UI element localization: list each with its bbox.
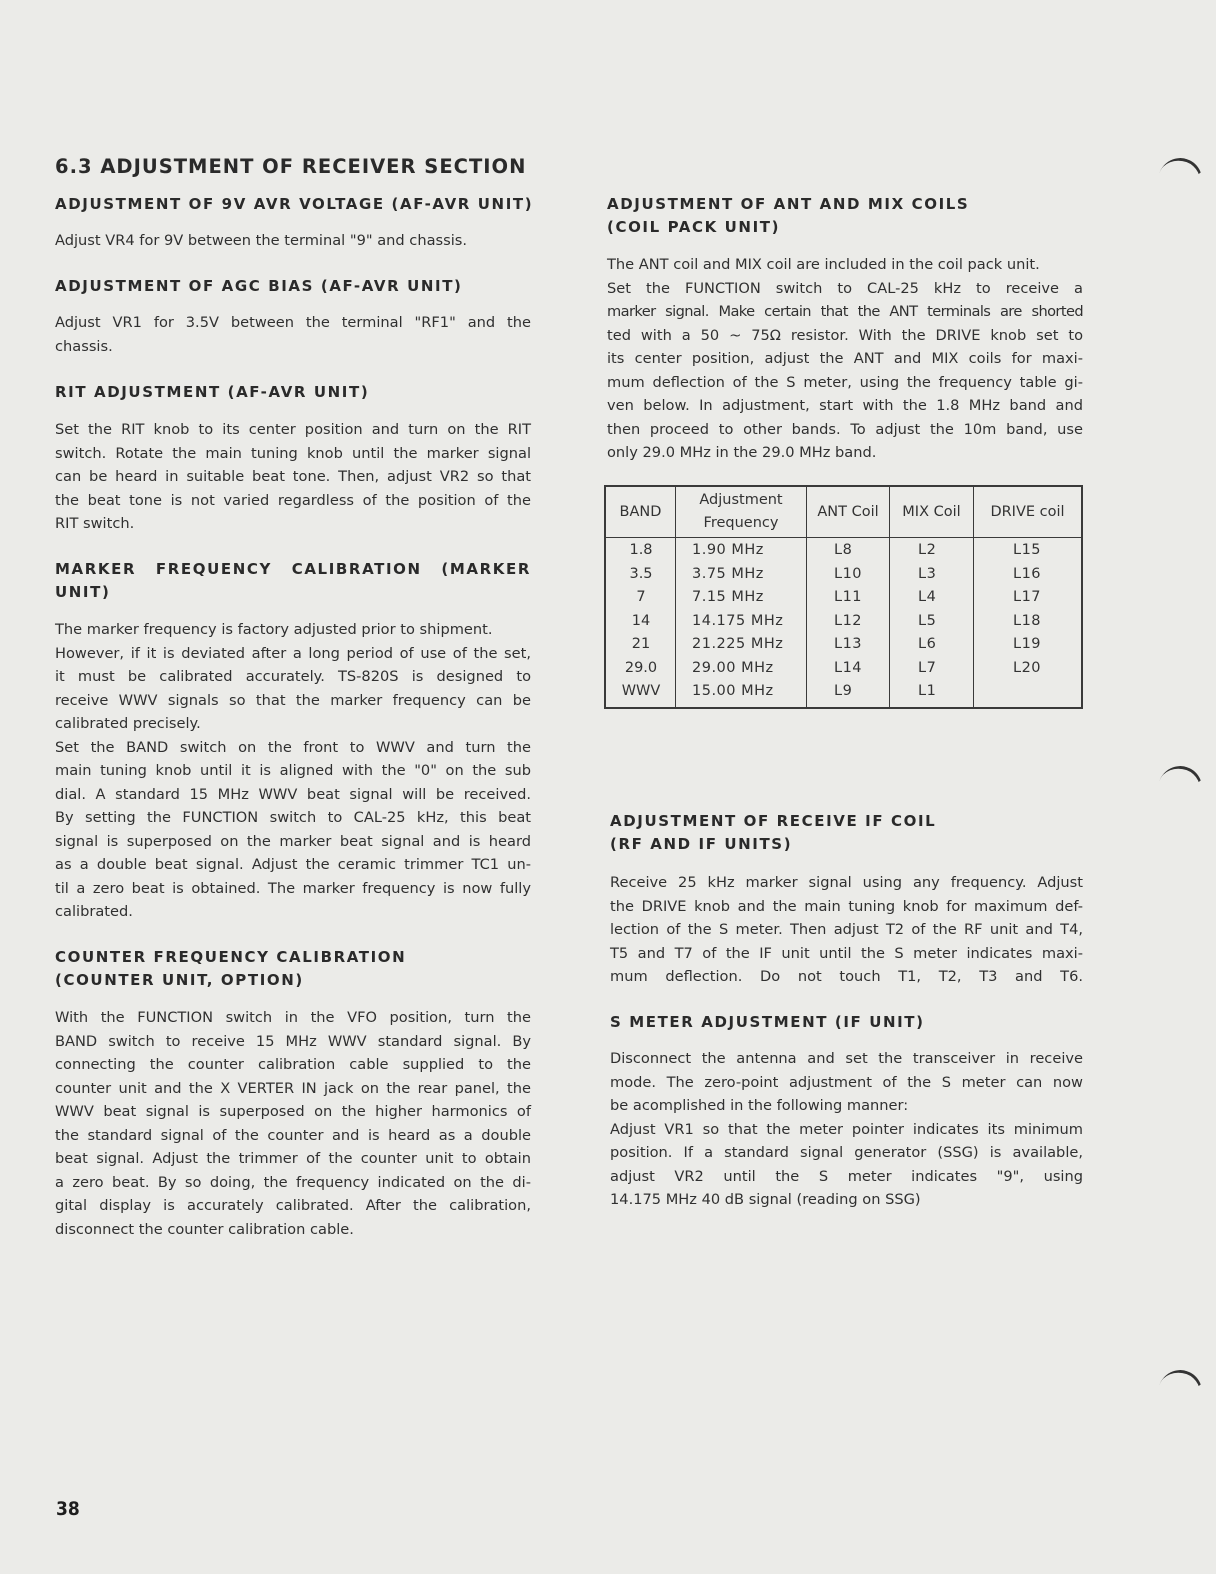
heading-9v-avr: ADJUSTMENT OF 9V AVR VOLTAGE (AF-AVR UNIT) [55,195,534,213]
binder-hole-mark [1152,760,1209,817]
table-row: 1.8 1.90 MHz L8 L2 L15 [629,542,1042,558]
binder-hole-mark [1152,1364,1209,1421]
para-ant-mix-coils: The ANT coil and MIX coil are included in the coil pack unit. Set the FUNCTION switch to CAL-25 kHz to receive a marker signal. Make certain that the ANT terminals are shorted ted with a 50 ~ 75Ω resistor. With the DRIVE knob set to its center position, adjust the ANT and MIX coils for maxi- mum deflection of the S meter, using the frequency table gi- ven below. In adjustment, start with the 1.8 MHz band and then proceed to other bands. To adjust the 10m band, use only 29.0 MHz in the 29.0 MHz band. [607,256,1083,461]
table-row: 3.5 3.75 MHz L10 L3 L16 [629,565,1042,582]
section-title: 6.3 ADJUSTMENT OF RECEIVER SECTION [55,155,527,178]
page-number: 38 [56,1498,80,1520]
para-rit: Set the RIT knob to its center position and turn on the RIT switch. Rotate the main tuning knob until the marker signal can be heard in suitable beat tone. Then, adjust VR2 so that the beat tone is not varied regardless of the position of the RIT switch. [55,421,531,532]
para-counter-calibration: With the FUNCTION switch in the VFO position, turn the BAND switch to receive 15 MHz WWV standard signal. By connecting the counter calibration cable supplied to the counter unit and the X VERTER IN jack on the rear panel, the WWV beat signal is superposed on the higher harmonics of the standard signal of the counter and is heard as a double beat signal. Adjust the trimmer of the counter unit to obtain a zero beat. By so doing, the frequency indicated on the di- gital display is accurately calibrated. After the calibration, disconnect the counter calibration cable. [55,1009,531,1238]
table-row: WWV 15.00 MHz L9 L1 [621,683,937,699]
heading-marker-calibration: MARKER FREQUENCY CALIBRATION (MARKER UNIT) [55,560,531,601]
heading-s-meter: S METER ADJUSTMENT (IF UNIT) [610,1013,925,1031]
header-mix-coil: MIX Coil [902,503,961,520]
para-9v-avr: Adjust VR4 for 9V between the terminal "9" and chassis. [55,232,468,249]
table-row: 29.0 29.00 MHz L14 L7 L20 [624,659,1042,676]
table-header [606,487,1081,538]
para-agc-bias: Adjust VR1 for 3.5V between the terminal "RF1" and the chassis. [55,314,531,355]
heading-ant-mix-coils: ADJUSTMENT OF ANT AND MIX COILS (COIL PACK UNIT) [607,195,970,236]
header-ant-coil: ANT Coil [817,503,879,520]
heading-agc-bias: ADJUSTMENT OF AGC BIAS (AF-AVR UNIT) [55,277,463,295]
para-marker-calibration: The marker frequency is factory adjusted prior to shipment. However, if it is deviated after a long period of use of the set, it must be calibrated accurately. TS-820S is designed to receive WWV signals so that the marker frequency can be calibrated precisely. Set the BAND switch on the front to WWV and turn the main tuning knob until it is aligned with the "0" on the sub dial. A standard 15 MHz WWV beat signal will be received. By setting the FUNCTION switch to CAL-25 kHz, this beat signal is superposed on the marker beat signal and is heard as a double beat signal. Adjust the ceramic trimmer TC1 un- til a zero beat is obtained. The marker frequency is now fully calibrated. [55,621,531,920]
para-receive-if-coil: Receive 25 kHz marker signal using any frequency. Adjust the DRIVE knob and the main tuning knob for maximum def- lection of the S meter. Then adjust T2 of the RF unit and T4, T5 and T7 of the IF unit until the S meter indicates maxi- mum deflection. Do not touch T1, T2, T3 and T6. [610,874,1083,985]
table-row: 7 7.15 MHz L11 L4 L17 [636,589,1042,605]
heading-rit: RIT ADJUSTMENT (AF-AVR UNIT) [55,383,370,401]
header-band: BAND [619,503,662,520]
coil-frequency-table [604,485,1083,709]
heading-counter-calibration: COUNTER FREQUENCY CALIBRATION (COUNTER UNIT, OPTION) [55,948,407,989]
header-frequency: Adjustment Frequency [699,492,783,531]
heading-receive-if-coil: ADJUSTMENT OF RECEIVE IF COIL (RF AND IF UNITS) [610,812,937,853]
binder-hole-mark [1152,152,1209,209]
header-drive-coil: DRIVE coil [990,503,1065,520]
table-row: 21 21.225 MHz L13 L6 L19 [631,636,1042,652]
para-s-meter: Disconnect the antenna and set the transceiver in receive mode. The zero-point adjustment of the S meter can now be acomplished in the following manner: Adjust VR1 so that the meter pointer indicates its minimum position. If a standard signal generator (SSG) is available, adjust VR2 until the S meter indicates "9", using 14.175 MHz 40 dB signal (reading on SSG) [610,1050,1083,1208]
table-row: 14 14.175 MHz L12 L5 L18 [631,612,1042,629]
